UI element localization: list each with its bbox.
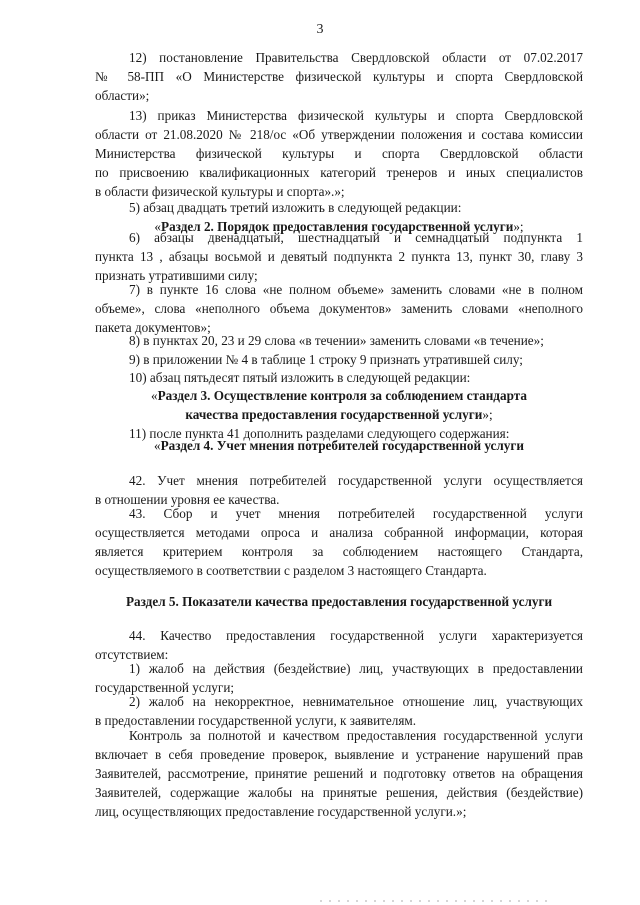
section-4-heading: «Раздел 4. Учет мнения потребителей государственной услуги [154, 438, 524, 453]
section-2-heading: «Раздел 2. Порядок предоставления государственной услуги»; [154, 219, 524, 234]
paragraph-item-12: 12) постановление Правительства Свердловской области от 07.02.2017 № 58-ПП «О Министерстве физической культуры и спорта Свердловской области»; [95, 50, 583, 103]
paragraph-item-7: 7) в пункте 16 слова «не полном объеме» заменить словами «не в полном объеме», слова «неполного объема документов» заменить словами «неполного пакета документов»; [95, 282, 583, 335]
section-3-heading: «Раздел 3. Осуществление контроля за соблюдением стандарта качества предоставления государственной услуги»; [151, 388, 527, 422]
paragraph-44-item-1: 1) жалоб на действия (бездействие) лиц, участвующих в предоставлении государственной услуги; [95, 661, 583, 695]
paragraph-44-item-2: 2) жалоб на некорректное, невнимательное отношение лиц, участвующих в предоставлении государственной услуги, к заявителям. [95, 694, 583, 728]
page-bottom-artifact [320, 900, 550, 902]
paragraph-control: Контроль за полнотой и качеством предоставления государственной услуги включает в себя проведение проверок, выявление и устранение нарушений прав Заявителей, рассмотрение, принятие решений и подготовку ответов на обращения Заявителей, содержащие жалобы на принятые решения, действия (бездействие) лиц, осуществляющих предоставление государственной услуги.»; [95, 728, 583, 819]
paragraph-item-6: 6) абзацы двенадцатый, шестнадцатый и семнадцатый подпункта 1 пункта 13 , абзацы восьмой и девятый подпункта 2 пункта 13, пункт 30, главу 3 признать утратившими силу; [95, 230, 583, 283]
paragraph-43: 43. Сбор и учет мнения потребителей государственной услуги осуществляется методами опроса и анализа собранной информации, которая является критерием контроля за соблюдением настоящего Стандарта, осуществляемого в соответствии с разделом 3 настоящего Стандарта. [95, 506, 583, 578]
paragraph-44: 44. Качество предоставления государственной услуги характеризуется отсутствием: [95, 628, 583, 662]
paragraph-item-5: 5) абзац двадцать третий изложить в следующей редакции: [129, 200, 462, 215]
paragraph-item-10: 10) абзац пятьдесят пятый изложить в следующей редакции: [129, 370, 471, 385]
paragraph-item-8: 8) в пунктах 20, 23 и 29 слова «в течении» заменить словами «в течение»; [129, 333, 544, 348]
section-5-heading: Раздел 5. Показатели качества предоставления государственной услуги [125, 594, 553, 609]
page-number: 3 [316, 22, 324, 37]
paragraph-item-9: 9) в приложении № 4 в таблице 1 строку 9 признать утратившей силу; [129, 352, 523, 367]
paragraph-42: 42. Учет мнения потребителей государственной услуги осуществляется в отношении уровня ее качества. [95, 473, 583, 507]
paragraph-item-13: 13) приказ Министерства физической культуры и спорта Свердловской области от 21.08.2020 № 218/ос «Об утверждении положения и состава комиссии Министерства физической культуры и спорта Свердловской области по присвоению квалификационных категорий тренеров и иных специалистов в области физической культуры и спорта».»; [95, 108, 583, 199]
paragraph-item-11: 11) после пункта 41 дополнить разделами следующего содержания: [129, 426, 510, 441]
